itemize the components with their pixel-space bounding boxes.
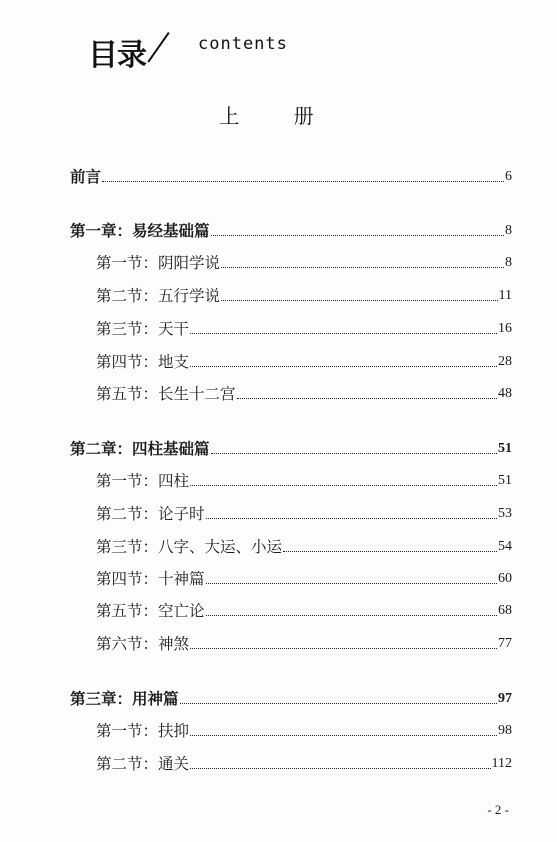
header-divider-slash bbox=[147, 32, 169, 63]
toc-entry-page: 11 bbox=[498, 288, 512, 303]
toc-entry-title: 第二节：论子时 bbox=[96, 505, 205, 523]
toc-section[interactable] bbox=[96, 470, 512, 492]
toc-entry-page: 51 bbox=[498, 441, 512, 456]
toc-section[interactable] bbox=[96, 351, 512, 373]
toc-chapter-1[interactable] bbox=[70, 220, 512, 242]
page-number: - 2 - bbox=[487, 802, 509, 817]
dot-leader bbox=[190, 647, 497, 649]
contents-heading: contents bbox=[198, 34, 288, 54]
dot-leader bbox=[221, 266, 504, 268]
toc-entry-page: 51 bbox=[498, 473, 512, 488]
toc-section[interactable] bbox=[96, 753, 512, 775]
toc-entry-page: 28 bbox=[498, 354, 512, 369]
toc-entry-title: 第二章：四柱基础篇 bbox=[70, 440, 210, 458]
dot-leader bbox=[190, 332, 497, 334]
toc-section[interactable] bbox=[96, 252, 512, 274]
toc-entry-preface[interactable] bbox=[70, 166, 512, 188]
toc-section[interactable] bbox=[96, 633, 512, 655]
toc-section[interactable] bbox=[96, 568, 512, 590]
toc-entry-title: 第二节：通关 bbox=[96, 755, 190, 773]
toc-entry-page: 16 bbox=[498, 321, 512, 336]
dot-leader bbox=[206, 582, 497, 584]
toc-entry-title: 第一节：阴阳学说 bbox=[96, 254, 221, 272]
dot-leader bbox=[190, 767, 491, 769]
dot-leader bbox=[211, 234, 504, 236]
toc-chapter-2[interactable] bbox=[70, 438, 512, 460]
toc-section[interactable] bbox=[96, 536, 512, 558]
toc-entry-title: 第四节：地支 bbox=[96, 353, 190, 371]
dot-leader bbox=[102, 180, 504, 182]
toc-entry-title: 第二节：五行学说 bbox=[96, 287, 221, 305]
toc-entry-page: 98 bbox=[498, 723, 512, 738]
toc-entry-page: 77 bbox=[498, 636, 512, 651]
toc-section[interactable] bbox=[96, 720, 512, 742]
toc-entry-title: 第一节：扶抑 bbox=[96, 722, 190, 740]
dot-leader bbox=[206, 517, 497, 519]
toc-entry-title: 第一章：易经基础篇 bbox=[70, 222, 210, 240]
dot-leader bbox=[206, 614, 497, 616]
dot-leader bbox=[180, 702, 497, 704]
toc-entry-page: 8 bbox=[505, 223, 512, 238]
toc-entry-title: 第一节：四柱 bbox=[96, 472, 190, 490]
dot-leader bbox=[283, 550, 497, 552]
toc-entry-page: 60 bbox=[498, 571, 512, 586]
toc-entry-page: 54 bbox=[498, 539, 512, 554]
toc-entry-title: 第三节：天干 bbox=[96, 320, 190, 338]
toc-section[interactable] bbox=[96, 318, 512, 340]
dot-leader bbox=[237, 397, 497, 399]
dot-leader bbox=[221, 299, 498, 301]
toc-entry-title: 第五节：长生十二宫 bbox=[96, 385, 236, 403]
toc-entry-title: 第三章：用神篇 bbox=[70, 690, 179, 708]
toc-entry-page: 48 bbox=[498, 386, 512, 401]
toc-entry-page: 68 bbox=[498, 603, 512, 618]
dot-leader bbox=[190, 734, 497, 736]
toc-entry-page: 112 bbox=[491, 756, 512, 771]
toc-entry-page: 53 bbox=[498, 506, 512, 521]
dot-leader bbox=[190, 365, 497, 367]
toc-section[interactable] bbox=[96, 285, 512, 307]
toc-entry-title: 第三节：八字、大运、小运 bbox=[96, 538, 283, 556]
mulu-heading: 目录 bbox=[88, 38, 146, 73]
toc-section[interactable] bbox=[96, 600, 512, 622]
contents-header bbox=[88, 30, 348, 73]
toc-entry-title: 第四节：十神篇 bbox=[96, 570, 205, 588]
toc-entry-page: 97 bbox=[498, 691, 512, 706]
toc-entry-title: 前言 bbox=[70, 168, 102, 186]
dot-leader bbox=[190, 484, 497, 486]
toc-entry-title: 第五节：空亡论 bbox=[96, 602, 205, 620]
volume-title: 上 册 bbox=[219, 104, 338, 128]
toc-section[interactable] bbox=[96, 383, 512, 405]
toc-entry-page: 6 bbox=[505, 169, 512, 184]
toc-entry-title: 第六节：神煞 bbox=[96, 635, 190, 653]
toc-chapter-3[interactable] bbox=[70, 688, 512, 710]
toc-section[interactable] bbox=[96, 503, 512, 525]
dot-leader bbox=[211, 452, 497, 454]
toc-entry-page: 8 bbox=[505, 255, 512, 270]
